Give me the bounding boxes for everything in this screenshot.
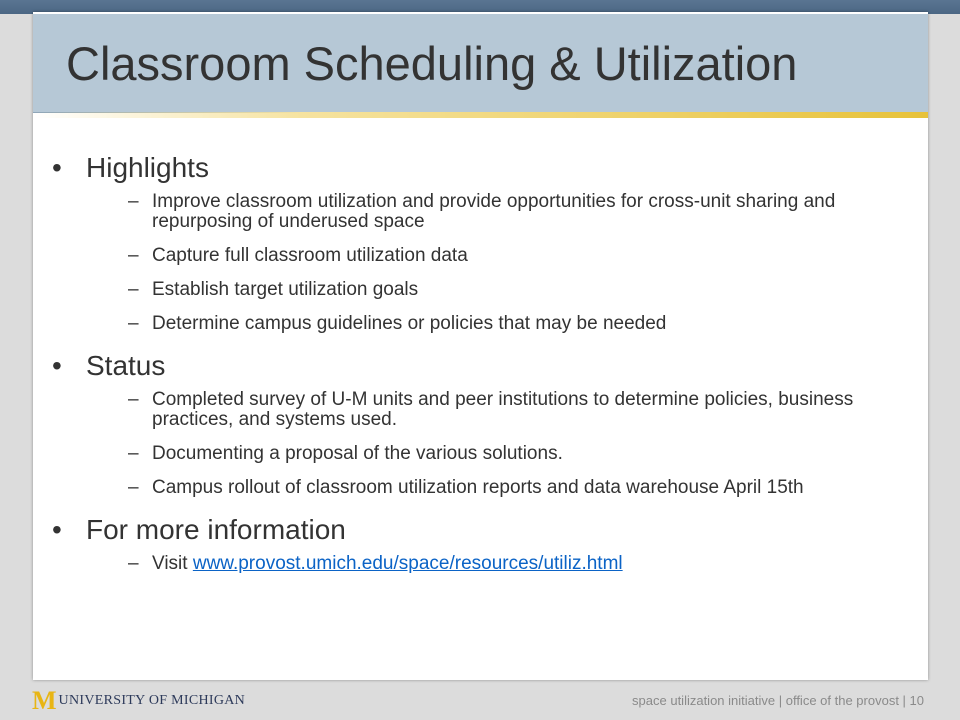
block-m-logo: M [32, 686, 57, 715]
sub-item [128, 280, 872, 300]
dash: – [128, 245, 139, 266]
dash: – [128, 443, 139, 464]
bullet-dot: • [52, 514, 62, 545]
dash: – [128, 553, 139, 574]
status-group [50, 348, 870, 498]
info-link[interactable]: www.provost.umich.edu/space/resources/utiliz.html [192, 553, 623, 574]
sub-item [128, 246, 872, 266]
dash: – [128, 313, 139, 334]
bullet-dot: • [52, 152, 62, 183]
sub-item-text: Completed survey of U-M units and peer institutions to determine policies, business practices, and systems used. [152, 389, 854, 430]
sub-item [128, 314, 872, 334]
gold-divider [33, 112, 928, 118]
dash: – [128, 477, 139, 498]
sub-item [128, 478, 872, 498]
sub-item [128, 554, 872, 574]
visit-prefix: Visit [152, 553, 193, 574]
sub-item-text: Documenting a proposal of the various solutions. [152, 443, 563, 464]
dash: – [128, 389, 139, 410]
sub-item [128, 444, 872, 464]
sub-item-text: Campus rollout of classroom utilization reports and data warehouse April 15th [152, 477, 804, 498]
footer-tagline: space utilization initiative | office of the provost | 10 [632, 693, 924, 708]
sub-item-text: Capture full classroom utilization data [152, 245, 468, 266]
sub-item [128, 192, 872, 232]
highlights-group [50, 150, 870, 334]
bullet-label: Highlights [86, 152, 209, 183]
bullet-label: For more information [86, 514, 346, 545]
more-info-group [50, 512, 870, 574]
dash: – [128, 191, 139, 212]
bullet-more-info [50, 512, 870, 548]
slide-title: Classroom Scheduling & Utilization [66, 37, 798, 90]
sub-item-text: Establish target utilization goals [152, 279, 419, 300]
dash: – [128, 279, 139, 300]
sub-item-text: Improve classroom utilization and provide opportunities for cross-unit sharing and repurposing of underused space [152, 191, 836, 232]
bullet-dot: • [52, 350, 62, 381]
bullet-label: Status [86, 350, 166, 381]
slide-content [50, 150, 870, 588]
bullet-highlights [50, 150, 870, 186]
bullet-status [50, 348, 870, 384]
logo-wordmark: UNIVERSITY OF MICHIGAN [58, 693, 246, 708]
sub-item [128, 390, 872, 430]
sub-item-text: Determine campus guidelines or policies that may be needed [152, 313, 667, 334]
university-logo [32, 686, 246, 715]
